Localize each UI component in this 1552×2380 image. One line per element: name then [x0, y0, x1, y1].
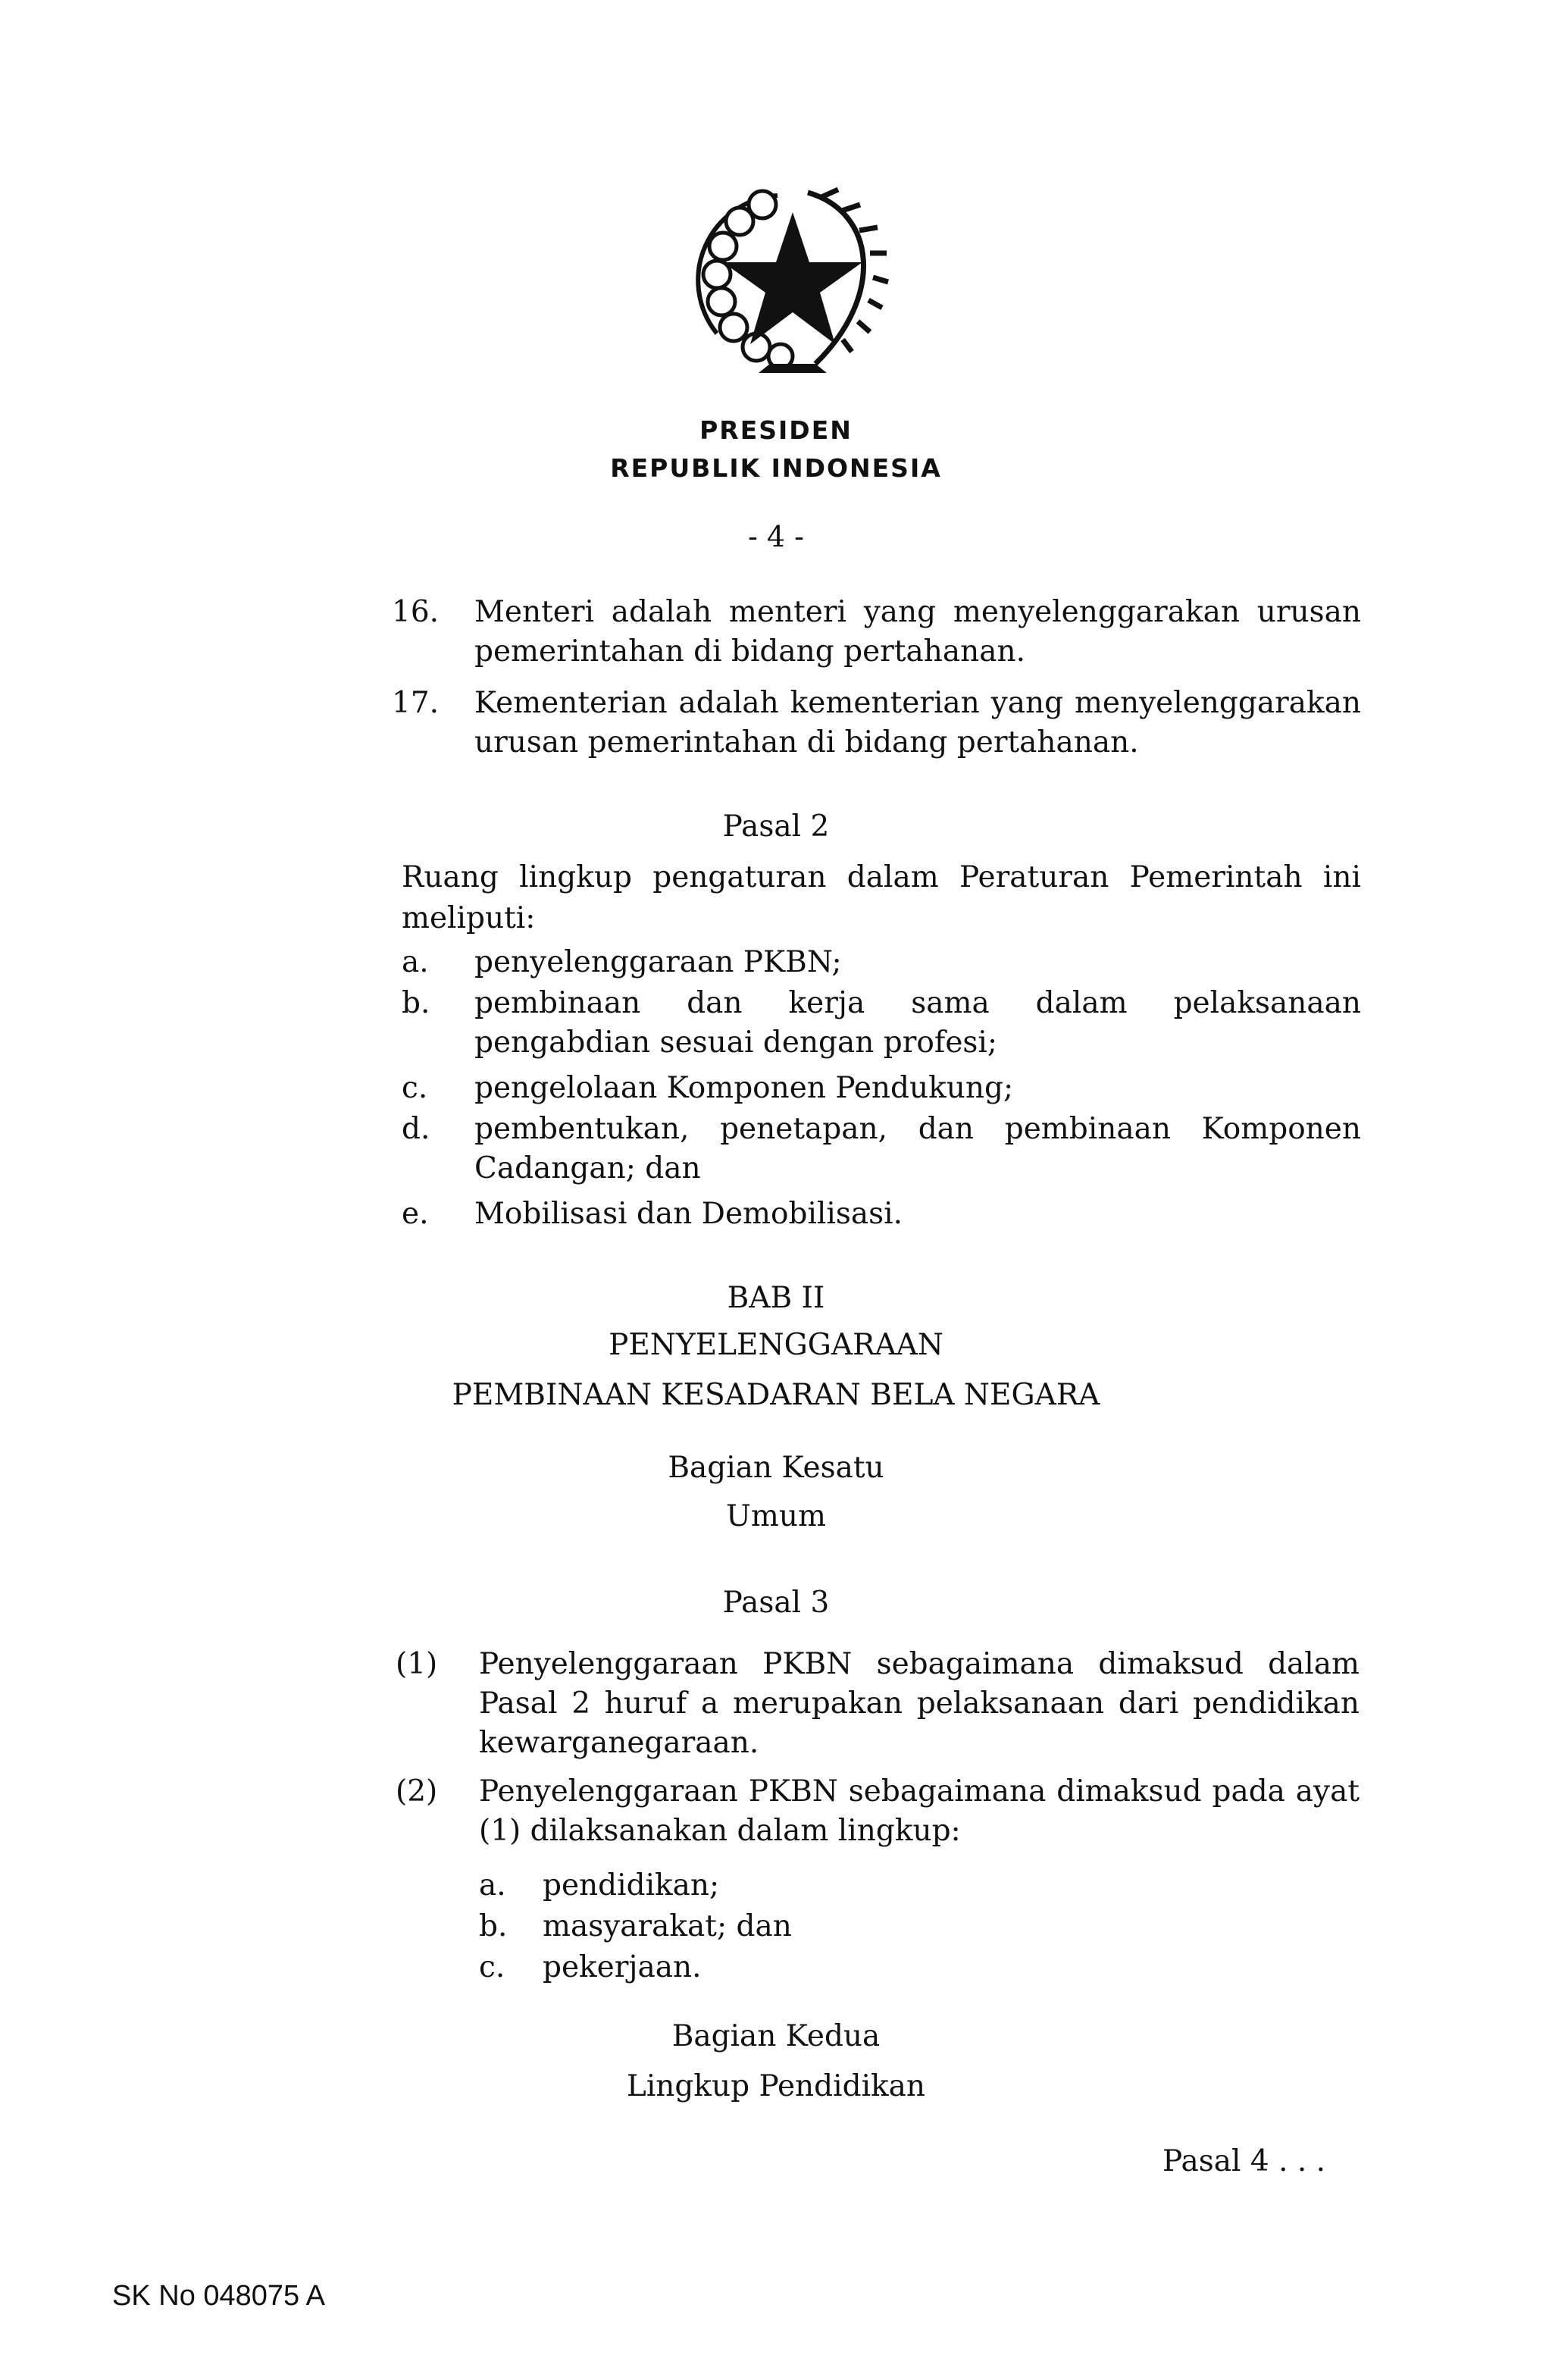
list-letter: e. — [402, 1197, 429, 1231]
definition-number: 17. — [392, 686, 440, 720]
header-title: PRESIDEN — [699, 415, 853, 445]
list-letter: c. — [402, 1071, 428, 1105]
page-number: - 4 - — [747, 520, 804, 553]
definition-text: pemerintahan di bidang pertahanan. — [474, 634, 1025, 669]
chapter-title: BAB II — [727, 1281, 825, 1315]
chapter-subtitle: PENYELENGGARAAN — [609, 1328, 943, 1362]
section-title: Bagian Kesatu — [668, 1451, 884, 1485]
pasal-title: Pasal 3 — [722, 1586, 830, 1620]
list-item: Mobilisasi dan Demobilisasi. — [474, 1197, 903, 1231]
list-item: masyarakat; dan — [543, 1909, 792, 1943]
list-item: pembinaan dan kerja sama dalam pelaksanaan — [474, 986, 1361, 1020]
section-subtitle: Lingkup Pendidikan — [626, 2069, 926, 2103]
pasal-title: Pasal 2 — [722, 810, 830, 844]
ayat-text: kewarganegaraan. — [479, 1726, 759, 1760]
list-letter: a. — [402, 945, 429, 979]
ayat-text: Pasal 2 huruf a merupakan pelaksanaan dari pendidikan — [479, 1686, 1360, 1721]
section-title: Bagian Kedua — [671, 2019, 881, 2053]
list-item: pembentukan, penetapan, dan pembinaan Komponen — [474, 1112, 1361, 1146]
ayat-number: (1) — [396, 1647, 438, 1681]
list-letter: a. — [479, 1868, 506, 1902]
ayat-text: (1) dilaksanakan dalam lingkup: — [479, 1814, 961, 1848]
definition-number: 16. — [392, 595, 440, 629]
ayat-text: Penyelenggaraan PKBN sebagaimana dimaksud dalam — [479, 1647, 1360, 1681]
list-item: pengabdian sesuai dengan profesi; — [474, 1026, 998, 1060]
list-item: pendidikan; — [543, 1868, 720, 1902]
next-page-reference: Pasal 4 . . . — [1162, 2144, 1326, 2178]
list-item: pekerjaan. — [543, 1950, 702, 1984]
list-letter: b. — [402, 986, 430, 1020]
list-letter: c. — [479, 1950, 505, 1984]
ayat-text: Penyelenggaraan PKBN sebagaimana dimaksud pada ayat — [479, 1774, 1360, 1808]
list-item: Cadangan; dan — [474, 1151, 701, 1185]
pasal-intro: meliputi: — [402, 901, 536, 935]
pasal-intro: Ruang lingkup pengaturan dalam Peraturan Pemerintah ini — [402, 860, 1361, 894]
chapter-subtitle: PEMBINAAN KESADARAN BELA NEGARA — [452, 1378, 1100, 1412]
garuda-star-emblem-icon — [687, 174, 899, 387]
list-item: pengelolaan Komponen Pendukung; — [474, 1071, 1014, 1105]
list-letter: d. — [402, 1112, 430, 1146]
definition-text: Menteri adalah menteri yang menyelenggarakan urusan — [474, 595, 1361, 629]
list-item: penyelenggaraan PKBN; — [474, 945, 842, 979]
definition-text: urusan pemerintahan di bidang pertahanan. — [474, 725, 1139, 759]
definition-text: Kementerian adalah kementerian yang menyelenggarakan — [474, 686, 1361, 720]
document-code: SK No 048075 A — [112, 2280, 325, 2312]
list-letter: b. — [479, 1909, 508, 1943]
header-subtitle: REPUBLIK INDONESIA — [610, 453, 942, 483]
section-subtitle: Umum — [726, 1499, 826, 1533]
ayat-number: (2) — [396, 1774, 438, 1808]
